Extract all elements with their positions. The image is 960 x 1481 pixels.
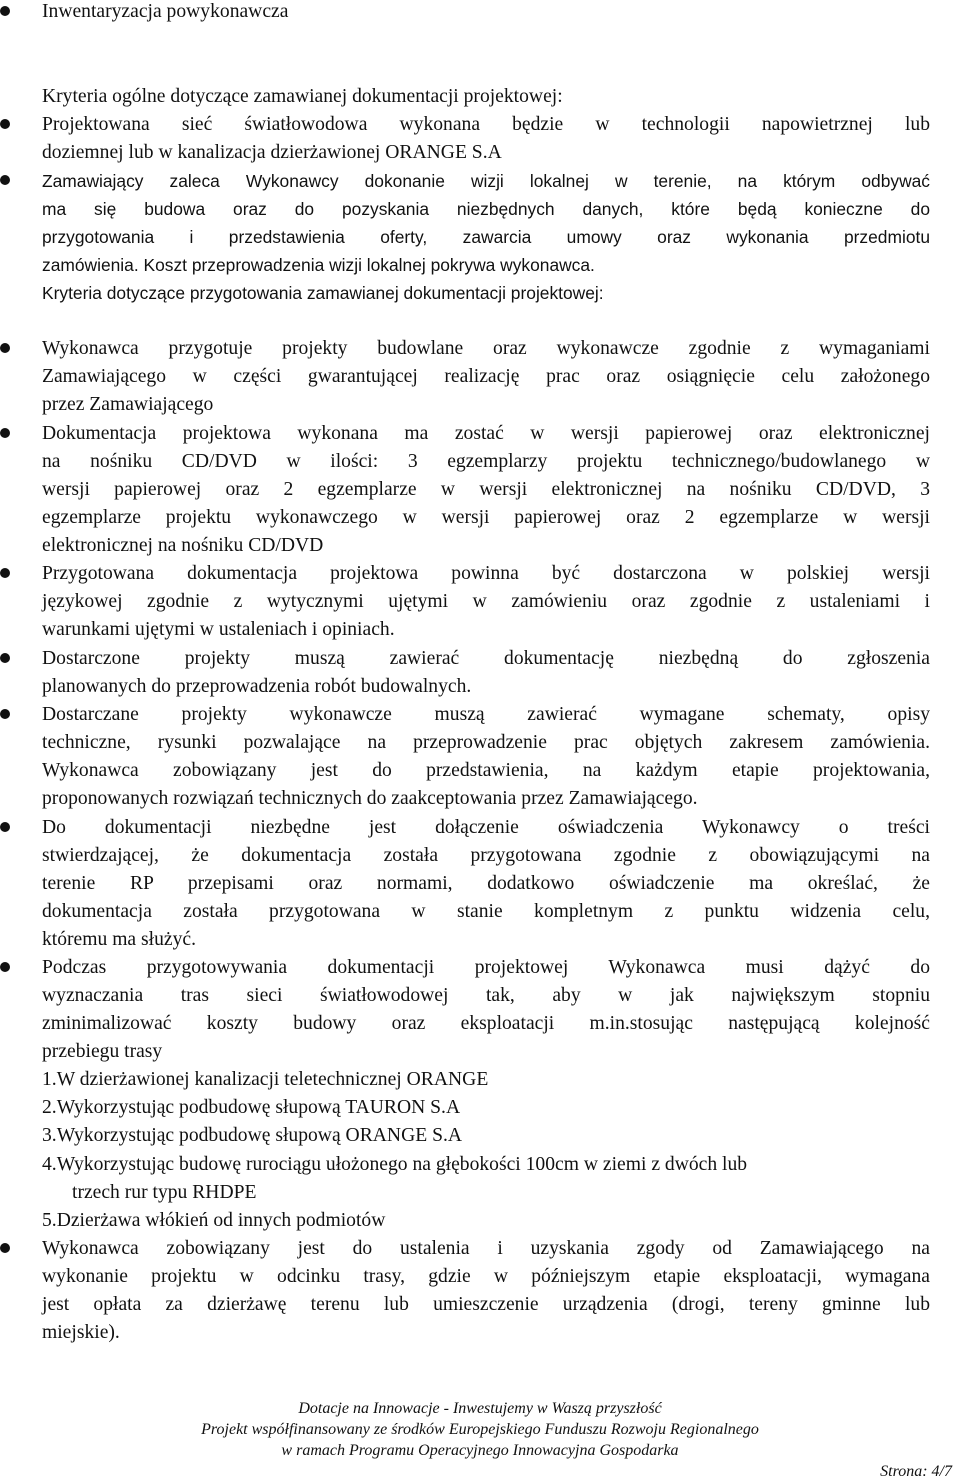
- list-item-line: proponowanych rozwiązań technicznych do zaakceptowania przez Zamawiającego.: [42, 788, 698, 809]
- list-item-line: miejskie).: [42, 1322, 120, 1343]
- bullet-icon: [0, 1243, 10, 1253]
- list-item-line: planowanych do przeprowadzenia robót budowalnych.: [42, 676, 472, 697]
- list-item-line: wykonanie projektu w odcinku trasy, gdzie w późniejszym etapie eksploatacji, wymagana: [42, 1266, 930, 1287]
- list-item-line: Przygotowana dokumentacja projektowa powinna być dostarczona w polskiej wersji: [42, 563, 930, 584]
- list-item-line: dokumentacja została przygotowana w stanie kompletnym z punktu widzenia celu,: [42, 901, 930, 922]
- list-item-line: elektronicznej na nośniku CD/DVD: [42, 535, 324, 556]
- bullet-icon: [0, 175, 10, 185]
- bullet-icon: [0, 653, 10, 663]
- list-item-line: Dostarczone projekty muszą zawierać dokumentację niezbędną do zgłoszenia: [42, 648, 930, 669]
- list-item-line: Wykonawca zobowiązany jest do ustalenia i uzyskania zgody od Zamawiającego na: [42, 1238, 930, 1259]
- list-item-line: zminimalizować koszty budowy oraz eksploatacji m.in.stosując następującą kolejność: [42, 1013, 930, 1034]
- section-heading: Kryteria ogólne dotyczące zamawianej dokumentacji projektowej:: [42, 86, 563, 107]
- list-item-line: Wykonawca zobowiązany jest do przedstawienia, na każdym etapie projektowania,: [42, 760, 930, 781]
- list-item-line: któremu ma służyć.: [42, 929, 196, 950]
- list-item-line: przez Zamawiającego: [42, 394, 214, 415]
- list-item-line: Wykonawca przygotuje projekty budowlane oraz wykonawcze zgodnie z wymaganiami: [42, 338, 930, 359]
- numbered-item: 4.Wykorzystując budowę rurociągu ułożonego na głębokości 100cm w ziemi z dwóch lub: [42, 1154, 748, 1175]
- list-item-line: wyznaczania tras sieci światłowodowej tak, aby w jak największym stopniu: [42, 985, 930, 1006]
- footer-line: Dotacje na Innowacje - Inwestujemy w Waszą przyszłość: [298, 1400, 662, 1417]
- list-item-line: techniczne, rysunki pozwalające na przeprowadzenie prac objętych zakresem zamówienia.: [42, 732, 930, 753]
- list-item-line: językowej zgodnie z wytycznymi ujętymi w zamówieniu oraz zgodnie z ustaleniami i: [42, 591, 930, 612]
- numbered-item: 3.Wykorzystując podbudowę słupową ORANGE S.A: [42, 1125, 463, 1146]
- list-item-line: Projektowana sieć światłowodowa wykonana będzie w technologii napowietrznej lub: [42, 114, 930, 135]
- list-item-line: egzemplarze projektu wykonawczego w wersji papierowej oraz 2 egzemplarze w wersji: [42, 507, 930, 528]
- list-item-line: przebiegu trasy: [42, 1041, 163, 1062]
- bullet-icon: [0, 343, 10, 353]
- list-item: Inwentaryzacja powykonawcza: [42, 1, 289, 22]
- bullet-icon: [0, 962, 10, 972]
- list-item-line: zamówienia. Koszt przeprowadzenia wizji lokalnej pokrywa wykonawca.: [42, 255, 595, 275]
- page-number: Strona: 4/7: [880, 1463, 952, 1480]
- list-item-line: Zamawiający zaleca Wykonawcy dokonanie wizji lokalnej w terenie, na którym odbywać: [42, 171, 930, 191]
- bullet-icon: [0, 568, 10, 578]
- bullet-icon: [0, 822, 10, 832]
- list-item-line: Podczas przygotowywania dokumentacji projektowej Wykonawca musi dążyć do: [42, 957, 930, 978]
- numbered-item: 1.W dzierżawionej kanalizacji teletechnicznej ORANGE: [42, 1069, 489, 1090]
- section-heading: Kryteria dotyczące przygotowania zamawianej dokumentacji projektowej:: [42, 283, 604, 303]
- list-item-line: Dokumentacja projektowa wykonana ma zostać w wersji papierowej oraz elektronicznej: [42, 423, 930, 444]
- list-item-line: Do dokumentacji niezbędne jest dołączenie oświadczenia Wykonawcy o treści: [42, 817, 930, 838]
- list-item-line: doziemnej lub w kanalizacja dzierżawionej ORANGE S.A: [42, 142, 502, 163]
- footer-line: w ramach Programu Operacyjnego Innowacyjna Gospodarka: [281, 1442, 679, 1459]
- list-item-line: wersji papierowej oraz 2 egzemplarze w wersji elektronicznej na nośniku CD/DVD, 3: [42, 479, 930, 500]
- bullet-icon: [0, 6, 10, 16]
- numbered-item: 5.Dzierżawa włókień od innych podmiotów: [42, 1210, 386, 1231]
- list-item-line: na nośniku CD/DVD w ilości: 3 egzemplarzy projektu technicznego/budowlanego w: [42, 451, 930, 472]
- bullet-icon: [0, 709, 10, 719]
- list-item-line: ma się budowa oraz do pozyskania niezbędnych danych, które będą konieczne do: [42, 199, 930, 219]
- list-item-line: jest opłata za dzierżawę terenu lub umieszczenie urządzenia (drogi, tereny gminne lub: [42, 1294, 930, 1315]
- bullet-icon: [0, 119, 10, 129]
- list-item-line: Dostarczane projekty wykonawcze muszą zawierać wymagane schematy, opisy: [42, 704, 930, 725]
- list-item-line: przygotowania i przedstawienia oferty, zawarcia umowy oraz wykonania przedmiotu: [42, 227, 930, 247]
- list-item-line: Zamawiającego w części gwarantującej realizację prac oraz osiągnięcie celu założonego: [42, 366, 930, 387]
- list-item-line: terenie RP przepisami oraz normami, dodatkowo oświadczenie ma określać, że: [42, 873, 930, 894]
- footer-line: Projekt współfinansowany ze środków Europejskiego Funduszu Rozwoju Regionalnego: [201, 1421, 759, 1438]
- numbered-item: 2.Wykorzystując podbudowę słupową TAURON S.A: [42, 1097, 461, 1118]
- list-item-line: stwierdzającej, że dokumentacja została przygotowana zgodnie z obowiązującymi na: [42, 845, 930, 866]
- list-item-line: warunkami ujętymi w ustaleniach i opiniach.: [42, 619, 395, 640]
- bullet-icon: [0, 428, 10, 438]
- numbered-item-continuation: trzech rur typu RHDPE: [72, 1182, 257, 1203]
